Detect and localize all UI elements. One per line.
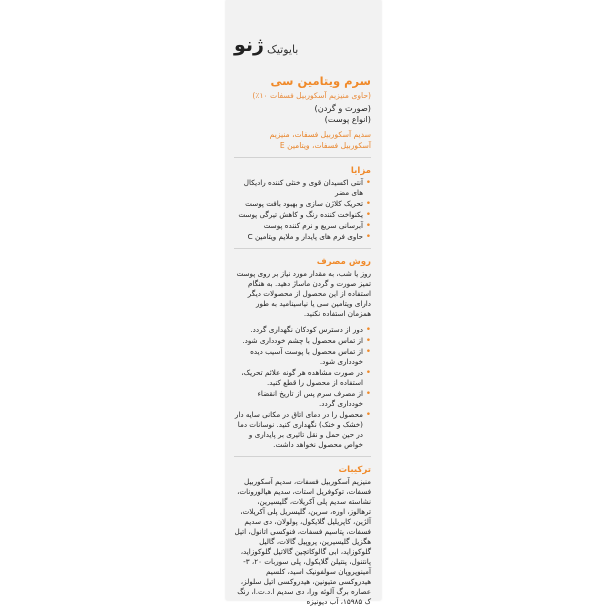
benefit-item: • حاوی فرم های پایدار و ملایم ویتامین C — [234, 232, 371, 242]
product-subtitle: (حاوی منیزیم آسکوربیل فسفات ۱۰٪) — [252, 91, 371, 100]
divider — [234, 157, 371, 158]
divider — [234, 456, 371, 457]
warning-item: • از مصرف سرم پس از تاریخ انقضاء خودداری گردد. — [234, 389, 371, 409]
ingredient-short-1: سدیم آسکوربیل فسفات، منیزیم — [269, 130, 371, 139]
warning-item: • دور از دسترس کودکان نگهداری گردد. — [234, 325, 371, 335]
warning-item: • در صورت مشاهده هر گونه علائم تحریک، استفاده از محصول را قطع کنید. — [234, 368, 371, 388]
benefit-item: • آنتی اکسیدان قوی و خنثی کننده رادیکال های مضر — [234, 178, 371, 198]
warning-item: • از تماس محصول با پوست آسیب دیده خودداری شود. — [234, 347, 371, 367]
warning-item: • از تماس محصول با چشم خودداری شود. — [234, 336, 371, 346]
product-title: سرم ویتامین سی — [270, 74, 371, 88]
benefit-item: • آبرسانی سریع و نرم کننده پوست — [234, 221, 371, 231]
benefit-item: • تحریک کلاژن سازی و بهبود بافت پوست — [234, 199, 371, 209]
composition-text: منیزیم آسکوربیل فسفات، سدیم آسکوربیل فسفات، توکوفریل استات، سدیم هیالورونات، نشاسته سدیم پلی آکریلات، گلیسیرین، ترهالوز، اوره، سرین، گلیسریل پلی آکریلات، آلژین، کاپریلیل گلایکول، پولولان، دی سدیم فسفات، پتاسیم فسفات، فنوکسی اتانول، اتیل هگزیل گلیسیرین، پروپیل گالات، گالیل گلوکوزاید، ابی گالوکاتچین گالاتیل گلوکوزاید، پانتنول، پنتیلن گلایکول، پلی سوربات ۲۰، ۳-آمینوپروپان سولفونیک اسید، کلسیم هیدروکسی متیونین، هیدروکسی اتیل سلولز، عصاره برگ آلوئه ورا، دی سدیم ا.د.ت.ا، رنگ ک ۱۵۹۸۵، آب دیونیزه — [234, 477, 371, 606]
brand-mark: ژنو — [234, 34, 264, 56]
benefits-title: مزایا — [350, 166, 371, 176]
product-label-panel — [226, 0, 381, 606]
composition-title: ترکیبات — [338, 465, 371, 475]
brand-sub: بایوتیک — [266, 43, 299, 56]
usage-text: روز یا شب، به مقدار مورد نیاز بر روی پوست تمیز صورت و گردن ماساژ دهید. به هنگام استفاده از این محصول از محصولات دیگر دارای ویتامین سی یا نیاسینامید به طور همزمان استفاده نکنید. — [236, 269, 371, 318]
usage-title: روش مصرف — [316, 257, 371, 267]
usage-area: (صورت و گردن) — [314, 103, 371, 113]
warning-item: • محصول را در دمای اتاق در مکانی سایه دار (خشک و خنک) نگهداری کنید. نوسانات دما در حین حمل و نقل تاثیری بر پایداری و خواص محصول نخواهد داشت. — [234, 410, 371, 450]
skin-type: (انواع پوست) — [324, 114, 371, 124]
benefits-list — [234, 178, 371, 242]
divider — [234, 248, 371, 249]
brand-logo — [234, 34, 371, 56]
warnings-list — [234, 325, 371, 450]
benefit-item: • یکنواخت کننده رنگ و کاهش تیرگی پوست — [234, 210, 371, 220]
ingredient-short-2: آسکوربیل فسفات، ویتامین E — [279, 141, 371, 150]
